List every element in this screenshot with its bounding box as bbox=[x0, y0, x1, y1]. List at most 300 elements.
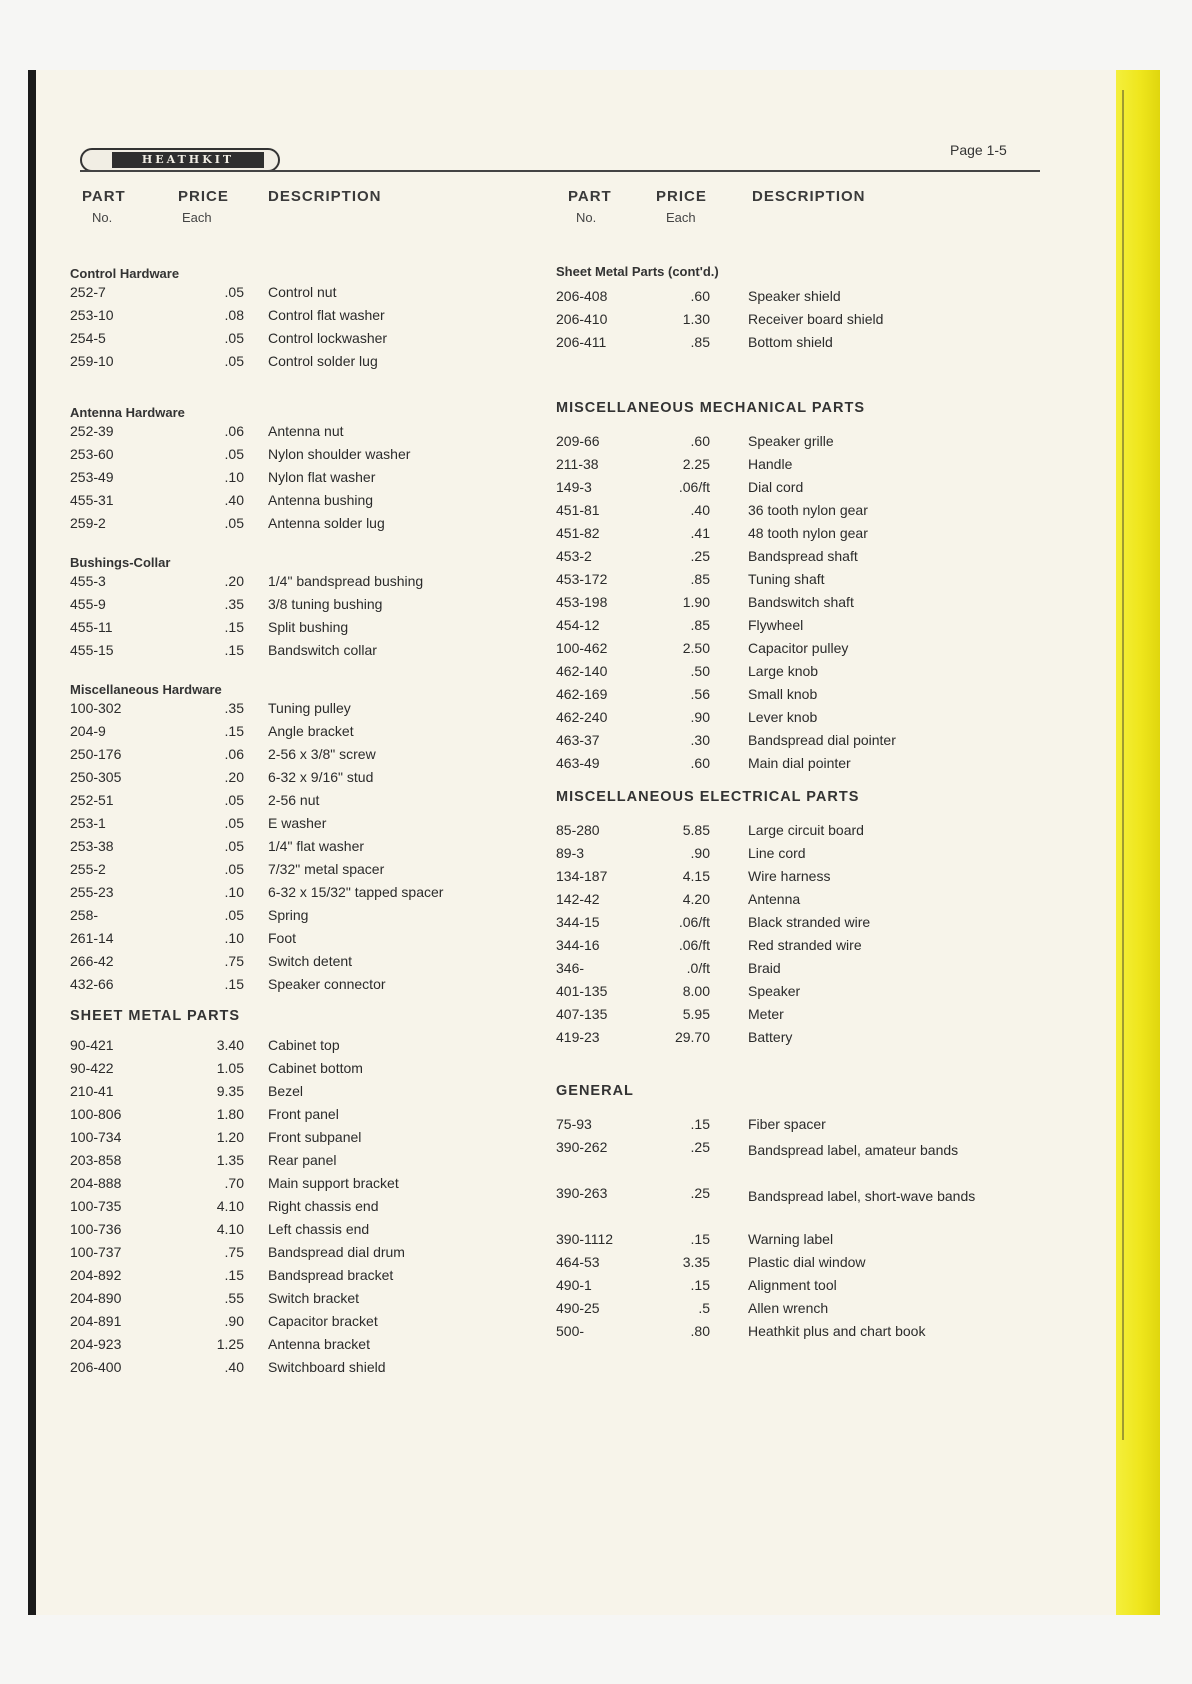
part-number: 259-2 bbox=[70, 515, 106, 531]
part-description: Bezel bbox=[268, 1083, 304, 1099]
section-title: Antenna Hardware bbox=[70, 405, 185, 420]
parts-row bbox=[556, 614, 1026, 637]
parts-row bbox=[70, 1333, 530, 1356]
part-price: .15 bbox=[690, 1231, 710, 1247]
part-number: 463-37 bbox=[556, 732, 600, 748]
price-header: PRICE bbox=[656, 188, 707, 205]
price-subheader: Each bbox=[666, 210, 696, 225]
part-description: Main dial pointer bbox=[748, 755, 851, 771]
parts-row bbox=[70, 950, 530, 973]
part-number: 454-12 bbox=[556, 617, 600, 633]
part-number: 462-140 bbox=[556, 663, 608, 679]
part-description: Speaker bbox=[748, 983, 801, 999]
part-number: 390-263 bbox=[556, 1185, 608, 1201]
parts-row bbox=[556, 476, 1026, 499]
part-description: Angle bracket bbox=[268, 723, 354, 739]
part-price: .05 bbox=[224, 815, 244, 831]
part-number: 407-135 bbox=[556, 1006, 608, 1022]
parts-row bbox=[556, 568, 1026, 591]
header-rule bbox=[80, 170, 1040, 172]
parts-row bbox=[70, 639, 530, 662]
part-number: 206-411 bbox=[556, 334, 607, 350]
part-description: Bandspread bracket bbox=[268, 1267, 394, 1283]
parts-row bbox=[70, 489, 530, 512]
parts-row bbox=[556, 911, 1026, 934]
parts-row bbox=[70, 1057, 530, 1080]
parts-row bbox=[556, 1228, 1026, 1251]
part-number: 462-169 bbox=[556, 686, 608, 702]
part-price: 3.35 bbox=[682, 1254, 710, 1270]
parts-list bbox=[70, 697, 530, 996]
parts-row bbox=[70, 904, 530, 927]
part-description: Dial cord bbox=[748, 479, 804, 495]
part-price: .75 bbox=[224, 1244, 244, 1260]
part-price: .60 bbox=[690, 755, 710, 771]
part-number: 204-892 bbox=[70, 1267, 122, 1283]
part-description: Antenna solder lug bbox=[268, 515, 385, 531]
part-header: PART bbox=[568, 188, 612, 205]
part-price: .15 bbox=[224, 619, 244, 635]
parts-row bbox=[70, 593, 530, 616]
part-price: 1.35 bbox=[216, 1152, 244, 1168]
part-number: 250-176 bbox=[70, 746, 122, 762]
parts-row bbox=[70, 304, 530, 327]
part-price: .20 bbox=[224, 573, 244, 589]
parts-row bbox=[556, 660, 1026, 683]
part-number: 85-280 bbox=[556, 822, 600, 838]
parts-list bbox=[70, 281, 530, 373]
part-number: 254-5 bbox=[70, 330, 106, 346]
part-description: Small knob bbox=[748, 686, 818, 702]
parts-row bbox=[70, 812, 530, 835]
part-price: .75 bbox=[224, 953, 244, 969]
part-subheader: No. bbox=[92, 210, 113, 225]
parts-row bbox=[556, 637, 1026, 660]
parts-list bbox=[70, 570, 530, 662]
parts-row bbox=[556, 842, 1026, 865]
parts-row bbox=[70, 1172, 530, 1195]
part-description: Switch detent bbox=[268, 953, 353, 969]
parts-row bbox=[70, 973, 530, 996]
part-description: Lever knob bbox=[748, 709, 818, 725]
part-price: 29.70 bbox=[674, 1029, 710, 1045]
parts-list bbox=[556, 430, 1026, 775]
part-number: 255-2 bbox=[70, 861, 106, 877]
section-title: SHEET METAL PARTS bbox=[70, 1008, 241, 1024]
parts-row bbox=[70, 927, 530, 950]
part-description: 48 tooth nylon gear bbox=[748, 525, 868, 541]
part-price: .40 bbox=[224, 492, 244, 508]
part-description: Battery bbox=[748, 1029, 793, 1045]
part-price: .25 bbox=[690, 548, 710, 564]
parts-row bbox=[556, 980, 1026, 1003]
part-number: 390-1112 bbox=[556, 1231, 614, 1247]
part-description: Switchboard shield bbox=[268, 1359, 386, 1375]
part-number: 432-66 bbox=[70, 976, 114, 992]
part-description: Bottom shield bbox=[748, 334, 833, 350]
part-description: Heathkit plus and chart book bbox=[748, 1323, 926, 1339]
part-number: 344-15 bbox=[556, 914, 600, 930]
part-number: 203-858 bbox=[70, 1152, 122, 1168]
parts-row bbox=[70, 616, 530, 639]
part-number: 344-16 bbox=[556, 937, 600, 953]
part-description: Foot bbox=[268, 930, 297, 946]
part-description: Antenna bracket bbox=[268, 1336, 370, 1352]
part-description: Antenna bbox=[748, 891, 801, 907]
parts-list bbox=[70, 1034, 530, 1379]
part-price: .10 bbox=[224, 930, 244, 946]
part-number: 134-187 bbox=[556, 868, 608, 884]
part-number: 451-82 bbox=[556, 525, 600, 541]
part-number: 204-891 bbox=[70, 1313, 122, 1329]
section-title: GENERAL bbox=[556, 1083, 634, 1099]
part-price: 5.85 bbox=[682, 822, 710, 838]
parts-row bbox=[556, 729, 1026, 752]
part-number: 100-737 bbox=[70, 1244, 122, 1260]
part-number: 211-38 bbox=[556, 456, 599, 472]
part-number: 419-23 bbox=[556, 1029, 600, 1045]
part-price: .20 bbox=[224, 769, 244, 785]
part-price: .15 bbox=[224, 723, 244, 739]
part-price: .85 bbox=[690, 334, 710, 350]
part-price: .15 bbox=[690, 1277, 710, 1293]
part-description: Large knob bbox=[748, 663, 819, 679]
part-price: 3.40 bbox=[216, 1037, 244, 1053]
part-description: Rear panel bbox=[268, 1152, 337, 1168]
parts-row bbox=[556, 522, 1026, 545]
parts-row bbox=[70, 1241, 530, 1264]
part-price: .5 bbox=[698, 1300, 710, 1316]
part-price: 4.10 bbox=[216, 1221, 244, 1237]
part-price: .55 bbox=[224, 1290, 244, 1306]
part-number: 453-172 bbox=[556, 571, 608, 587]
parts-list bbox=[70, 420, 530, 535]
parts-row bbox=[556, 819, 1026, 842]
part-price: .05 bbox=[224, 515, 244, 531]
parts-row bbox=[556, 308, 1026, 331]
part-number: 346- bbox=[556, 960, 585, 976]
part-price: .10 bbox=[224, 884, 244, 900]
part-price: .05 bbox=[224, 330, 244, 346]
part-price: 1.90 bbox=[682, 594, 710, 610]
parts-row bbox=[70, 1310, 530, 1333]
part-number: 463-49 bbox=[556, 755, 600, 771]
section-title: MISCELLANEOUS ELECTRICAL PARTS bbox=[556, 789, 860, 805]
part-description: Fiber spacer bbox=[748, 1116, 826, 1132]
parts-row bbox=[556, 1026, 1026, 1049]
part-price: 1.25 bbox=[216, 1336, 244, 1352]
part-description: Bandspread shaft bbox=[748, 548, 858, 564]
part-description: Bandspread dial drum bbox=[268, 1244, 405, 1260]
part-price: .06 bbox=[224, 746, 244, 762]
parts-row bbox=[556, 499, 1026, 522]
price-subheader: Each bbox=[182, 210, 212, 225]
parts-row bbox=[70, 766, 530, 789]
part-number: 390-262 bbox=[556, 1139, 608, 1155]
parts-list bbox=[556, 285, 1026, 354]
part-number: 253-10 bbox=[70, 307, 114, 323]
part-number: 453-198 bbox=[556, 594, 608, 610]
part-number: 261-14 bbox=[70, 930, 114, 946]
parts-row bbox=[556, 683, 1026, 706]
part-price: .35 bbox=[224, 700, 244, 716]
part-description: 1/4" flat washer bbox=[268, 838, 365, 854]
parts-row bbox=[70, 1264, 530, 1287]
parts-row bbox=[556, 1274, 1026, 1297]
part-number: 258- bbox=[70, 907, 99, 923]
part-number: 259-10 bbox=[70, 353, 114, 369]
part-number: 253-49 bbox=[70, 469, 114, 485]
parts-row bbox=[556, 591, 1026, 614]
part-description: Antenna nut bbox=[268, 423, 344, 439]
part-description: Front panel bbox=[268, 1106, 339, 1122]
section-title: Sheet Metal Parts (cont'd.) bbox=[556, 264, 719, 279]
part-description: 2-56 x 3/8" screw bbox=[268, 746, 376, 762]
part-description: Control solder lug bbox=[268, 353, 378, 369]
parts-row bbox=[70, 1287, 530, 1310]
part-price: .85 bbox=[690, 571, 710, 587]
part-description: Capacitor bracket bbox=[268, 1313, 378, 1329]
part-price: .10 bbox=[224, 469, 244, 485]
part-description: Control nut bbox=[268, 284, 337, 300]
part-price: .15 bbox=[224, 642, 244, 658]
parts-row bbox=[556, 1113, 1026, 1136]
part-number: 464-53 bbox=[556, 1254, 600, 1270]
part-price: .0/ft bbox=[686, 960, 710, 976]
part-description: Bandswitch collar bbox=[268, 642, 377, 658]
part-price: .40 bbox=[690, 502, 710, 518]
part-description: Cabinet bottom bbox=[268, 1060, 363, 1076]
part-number: 204-923 bbox=[70, 1336, 122, 1352]
parts-row bbox=[70, 881, 530, 904]
part-number: 266-42 bbox=[70, 953, 114, 969]
part-number: 253-38 bbox=[70, 838, 114, 854]
part-price: .05 bbox=[224, 284, 244, 300]
part-description: Tuning shaft bbox=[748, 571, 825, 587]
part-description: Right chassis end bbox=[268, 1198, 379, 1214]
page-edge-line bbox=[1122, 90, 1124, 1440]
part-price: .25 bbox=[690, 1139, 710, 1155]
part-number: 100-302 bbox=[70, 700, 122, 716]
part-price: .05 bbox=[224, 446, 244, 462]
part-number: 206-410 bbox=[556, 311, 608, 327]
part-price: 9.35 bbox=[216, 1083, 244, 1099]
part-price: 4.15 bbox=[682, 868, 710, 884]
part-description: Alignment tool bbox=[748, 1277, 837, 1293]
part-number: 401-135 bbox=[556, 983, 608, 999]
parts-row bbox=[556, 285, 1026, 308]
part-price: .06/ft bbox=[678, 479, 710, 495]
manual-page bbox=[28, 70, 1160, 1615]
parts-row bbox=[70, 350, 530, 373]
parts-row bbox=[556, 1297, 1026, 1320]
part-price: .70 bbox=[224, 1175, 244, 1191]
parts-row bbox=[70, 1149, 530, 1172]
part-number: 490-1 bbox=[556, 1277, 592, 1293]
part-number: 455-31 bbox=[70, 492, 114, 508]
section-title: Bushings-Collar bbox=[70, 555, 171, 570]
parts-row bbox=[70, 1218, 530, 1241]
part-description: 7/32" metal spacer bbox=[268, 861, 385, 877]
part-description: Receiver board shield bbox=[748, 311, 884, 327]
part-price: .15 bbox=[224, 1267, 244, 1283]
part-number: 142-42 bbox=[556, 891, 600, 907]
parts-row bbox=[556, 1003, 1026, 1026]
part-number: 100-462 bbox=[556, 640, 608, 656]
part-description: Line cord bbox=[748, 845, 806, 861]
part-description: Control lockwasher bbox=[268, 330, 388, 346]
parts-list bbox=[556, 819, 1026, 1049]
part-number: 204-890 bbox=[70, 1290, 122, 1306]
part-price: 1.30 bbox=[682, 311, 710, 327]
part-price: .05 bbox=[224, 861, 244, 877]
parts-row bbox=[556, 1182, 1026, 1228]
part-description: E washer bbox=[268, 815, 327, 831]
part-number: 206-408 bbox=[556, 288, 608, 304]
part-subheader: No. bbox=[576, 210, 597, 225]
part-number: 209-66 bbox=[556, 433, 600, 449]
section-title: MISCELLANEOUS MECHANICAL PARTS bbox=[556, 400, 865, 416]
section-title: Miscellaneous Hardware bbox=[70, 682, 222, 697]
part-description: 2-56 nut bbox=[268, 792, 320, 808]
part-header: PART bbox=[82, 188, 126, 205]
parts-row bbox=[70, 327, 530, 350]
parts-row bbox=[556, 1320, 1026, 1343]
part-price: 1.20 bbox=[216, 1129, 244, 1145]
part-price: .08 bbox=[224, 307, 244, 323]
part-price: .15 bbox=[690, 1116, 710, 1132]
parts-row bbox=[70, 1080, 530, 1103]
part-description: Plastic dial window bbox=[748, 1254, 866, 1270]
part-description: 36 tooth nylon gear bbox=[748, 502, 868, 518]
part-price: .40 bbox=[224, 1359, 244, 1375]
part-description: Wire harness bbox=[748, 868, 831, 884]
part-description: Front subpanel bbox=[268, 1129, 362, 1145]
part-number: 204-888 bbox=[70, 1175, 122, 1191]
part-price: .60 bbox=[690, 433, 710, 449]
part-description: Capacitor pulley bbox=[748, 640, 849, 656]
parts-row bbox=[70, 1356, 530, 1379]
part-price: .06/ft bbox=[678, 914, 710, 930]
part-description: Tuning pulley bbox=[268, 700, 351, 716]
part-number: 462-240 bbox=[556, 709, 608, 725]
parts-row bbox=[70, 570, 530, 593]
part-price: .06 bbox=[224, 423, 244, 439]
part-description: Control flat washer bbox=[268, 307, 385, 323]
part-description: 6-32 x 9/16" stud bbox=[268, 769, 374, 785]
part-number: 100-806 bbox=[70, 1106, 122, 1122]
parts-row bbox=[556, 453, 1026, 476]
brand-logo-text: HEATHKIT bbox=[112, 152, 264, 168]
parts-row bbox=[556, 1136, 1026, 1182]
parts-row bbox=[556, 888, 1026, 911]
part-description: Main support bracket bbox=[268, 1175, 399, 1191]
part-number: 100-735 bbox=[70, 1198, 122, 1214]
part-description: Split bushing bbox=[268, 619, 349, 635]
part-price: .90 bbox=[224, 1313, 244, 1329]
part-description: Flywheel bbox=[748, 617, 804, 633]
part-number: 455-15 bbox=[70, 642, 114, 658]
part-description: Warning label bbox=[748, 1231, 834, 1247]
parts-row bbox=[70, 697, 530, 720]
parts-row bbox=[556, 331, 1026, 354]
part-price: .25 bbox=[690, 1185, 710, 1201]
page-binding bbox=[28, 70, 36, 1615]
part-description: Black stranded wire bbox=[748, 914, 871, 930]
part-price: 8.00 bbox=[682, 983, 710, 999]
part-description: Nylon flat washer bbox=[268, 469, 376, 485]
part-description: Speaker shield bbox=[748, 288, 841, 304]
part-price: 2.50 bbox=[682, 640, 710, 656]
parts-row bbox=[556, 545, 1026, 568]
part-number: 210-41 bbox=[70, 1083, 114, 1099]
part-price: .41 bbox=[690, 525, 710, 541]
part-description: Spring bbox=[268, 907, 309, 923]
brand-logo bbox=[80, 148, 280, 172]
part-number: 253-1 bbox=[70, 815, 106, 831]
part-description: Antenna bushing bbox=[268, 492, 374, 508]
part-description: Meter bbox=[748, 1006, 784, 1022]
part-description: 1/4" bandspread bushing bbox=[268, 573, 424, 589]
parts-row bbox=[70, 835, 530, 858]
parts-row bbox=[70, 512, 530, 535]
part-price: .15 bbox=[224, 976, 244, 992]
part-price: .60 bbox=[690, 288, 710, 304]
part-description: Allen wrench bbox=[748, 1300, 829, 1316]
part-number: 89-3 bbox=[556, 845, 585, 861]
part-price: 2.25 bbox=[682, 456, 710, 472]
part-description: Bandswitch shaft bbox=[748, 594, 854, 610]
part-price: .80 bbox=[690, 1323, 710, 1339]
part-price: .90 bbox=[690, 845, 710, 861]
parts-row bbox=[70, 743, 530, 766]
column-header bbox=[556, 188, 1026, 250]
part-number: 206-400 bbox=[70, 1359, 122, 1375]
part-number: 252-51 bbox=[70, 792, 114, 808]
column-header bbox=[70, 188, 530, 250]
page-number: Page 1-5 bbox=[950, 142, 1007, 158]
parts-row bbox=[70, 1195, 530, 1218]
part-number: 451-81 bbox=[556, 502, 600, 518]
parts-row bbox=[70, 1034, 530, 1057]
part-description: Nylon shoulder washer bbox=[268, 446, 411, 462]
parts-row bbox=[556, 430, 1026, 453]
part-price: .35 bbox=[224, 596, 244, 612]
part-number: 100-734 bbox=[70, 1129, 122, 1145]
part-price: .05 bbox=[224, 792, 244, 808]
part-description: Bandspread label, short-wave bands bbox=[748, 1188, 976, 1204]
part-price: 5.95 bbox=[682, 1006, 710, 1022]
part-number: 90-422 bbox=[70, 1060, 114, 1076]
part-number: 149-3 bbox=[556, 479, 592, 495]
part-number: 455-11 bbox=[70, 619, 113, 635]
part-description: Bandspread label, amateur bands bbox=[748, 1142, 959, 1158]
part-price: .05 bbox=[224, 353, 244, 369]
description-header: DESCRIPTION bbox=[752, 188, 866, 205]
part-number: 252-7 bbox=[70, 284, 106, 300]
parts-row bbox=[70, 720, 530, 743]
right-column bbox=[556, 188, 1026, 1343]
part-price: .05 bbox=[224, 838, 244, 854]
left-column bbox=[70, 188, 530, 1379]
part-description: Switch bracket bbox=[268, 1290, 360, 1306]
parts-row bbox=[556, 865, 1026, 888]
part-description: Red stranded wire bbox=[748, 937, 862, 953]
part-description: Large circuit board bbox=[748, 822, 864, 838]
part-description: Speaker connector bbox=[268, 976, 386, 992]
part-price: 4.10 bbox=[216, 1198, 244, 1214]
part-number: 455-9 bbox=[70, 596, 106, 612]
